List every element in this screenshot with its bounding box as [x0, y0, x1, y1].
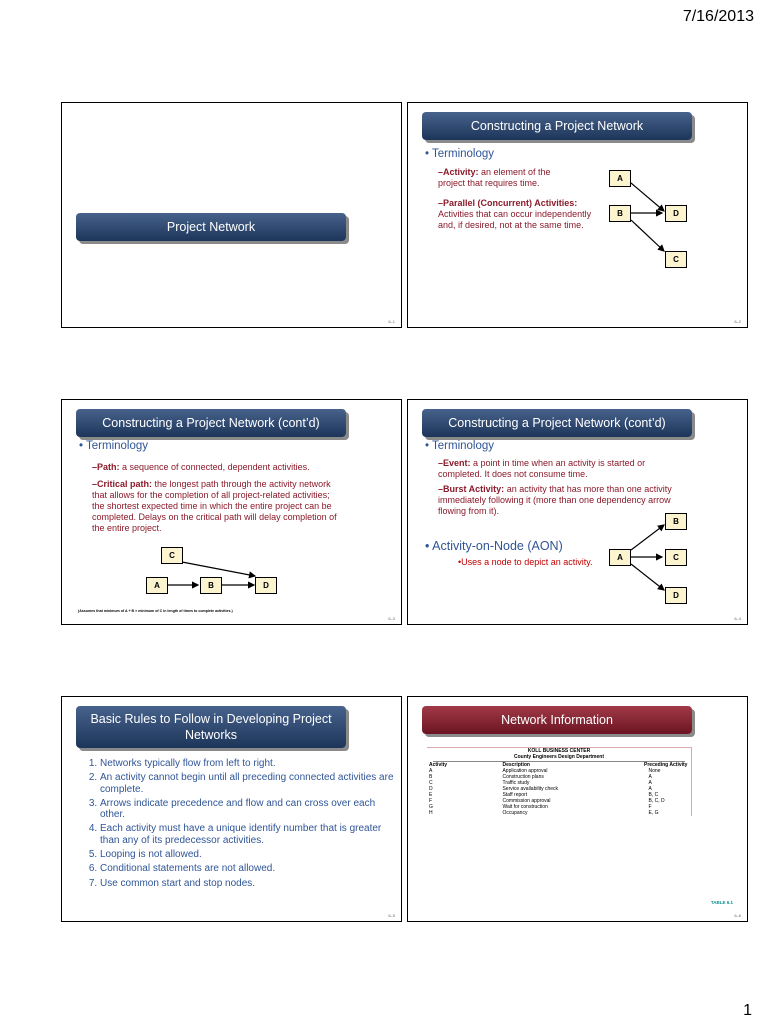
bullet-terminology: • Terminology	[425, 440, 495, 452]
cell-activity: A	[429, 768, 433, 774]
slide-number: 6–1	[388, 319, 395, 324]
rule-item: 7. Use common start and stop nodes.	[100, 878, 401, 889]
slide-title: Project Network	[76, 213, 346, 241]
cell-preceding: A	[648, 780, 652, 786]
slide-2	[407, 102, 748, 328]
cell-activity: G	[429, 804, 433, 810]
term-burst-activity: –Burst Activity:	[438, 484, 505, 494]
bullet-terminology: • Terminology	[79, 440, 149, 452]
arrow-b-c	[631, 220, 664, 251]
col-description: Description	[502, 762, 530, 768]
cell-description: Traffic study	[502, 780, 530, 786]
node-a: A	[609, 170, 631, 187]
cell-description: Wait for construction	[502, 804, 548, 810]
col-activity: Activity	[429, 762, 448, 768]
header-date: 7/16/2013	[682, 8, 754, 25]
def-parallel: Activities that can occur independently and, if desired, not at the same time.	[438, 209, 592, 230]
table-row	[427, 810, 691, 816]
node-a: A	[146, 577, 168, 594]
node-c: C	[665, 251, 687, 268]
slide-6	[407, 696, 748, 922]
def-burst-activity: an activity that has more than one activity immediately following it (more than one dependency arrow flowing from it).	[438, 484, 672, 516]
slide-title: Basic Rules to Follow in Developing Project Networks	[76, 706, 346, 748]
slide-number: 6–6	[734, 913, 741, 918]
node-c: C	[161, 547, 183, 564]
cell-activity: D	[429, 786, 433, 792]
activity-table	[427, 762, 691, 816]
table-caption: TABLE 6.1	[710, 900, 733, 905]
rule-item: 1. Networks typically flow from left to right.	[100, 758, 401, 769]
cell-activity: C	[429, 780, 433, 786]
bullet-aon: • Activity-on-Node (AON)	[425, 539, 563, 553]
slide-number: 6–2	[734, 319, 741, 324]
arrow-c-d	[182, 562, 255, 576]
cell-preceding: None	[648, 768, 661, 774]
rule-item: 2. An activity cannot begin until all preceding connected activities are complete.	[100, 772, 401, 795]
term-activity: –Activity:	[438, 167, 479, 177]
arrow-a-d	[631, 183, 664, 211]
page-number: 1	[743, 1002, 752, 1019]
def-path: a sequence of connected, dependent activities.	[119, 462, 310, 472]
network-arrows	[408, 103, 748, 328]
def-activity: an element of the project that requires time.	[438, 167, 551, 188]
cell-description: Construction plans	[502, 774, 544, 780]
arrow-a-d	[631, 564, 664, 590]
bullet-terminology: • Terminology	[425, 148, 495, 160]
slide-1	[61, 102, 402, 328]
table-body	[427, 768, 691, 816]
cell-description: Staff report	[502, 792, 528, 798]
rule-item: 5. Looping is not allowed.	[100, 849, 401, 860]
cell-activity: B	[429, 774, 433, 780]
node-b: B	[200, 577, 222, 594]
slide-title: Constructing a Project Network (cont’d)	[76, 409, 346, 437]
cell-description: Occupancy	[502, 810, 528, 816]
cell-preceding: B, C, D	[648, 798, 665, 804]
slide-title: Network Information	[422, 706, 692, 734]
cell-preceding: E, G	[648, 810, 659, 816]
table-subtitle: County Engineers Design Department	[433, 754, 685, 762]
slide-number: 6–3	[388, 616, 395, 621]
cell-activity: F	[429, 798, 433, 804]
cell-activity: E	[429, 792, 433, 798]
node-d: D	[255, 577, 277, 594]
slide-3	[61, 399, 402, 625]
term-parallel: –Parallel (Concurrent) Activities:	[438, 198, 578, 208]
node-b: B	[665, 513, 687, 530]
cell-description: Service availability check	[502, 786, 559, 792]
slide-4	[407, 399, 748, 625]
slide-title: Constructing a Project Network (cont’d)	[422, 409, 692, 437]
network-arrows	[62, 400, 402, 625]
cell-preceding: F	[648, 804, 652, 810]
col-preceding: Preceding Activity	[644, 762, 688, 768]
node-d: D	[665, 587, 687, 604]
rules-list	[80, 758, 401, 892]
term-critical-path: –Critical path:	[92, 479, 153, 489]
term-event: –Event:	[438, 458, 471, 468]
rule-item: 3. Arrows indicate precedence and flow and can cross over each other.	[100, 798, 401, 821]
node-a: A	[609, 549, 631, 566]
cell-description: Application approval	[502, 768, 548, 774]
cell-activity: H	[429, 810, 433, 816]
rule-item: 4. Each activity must have a unique identify number that is greater than any of its predecessor activities.	[100, 823, 401, 846]
cell-preceding: B, C	[648, 792, 659, 798]
slide-5	[61, 696, 402, 922]
slide-number: 6–5	[388, 913, 395, 918]
assumption-note: (Assumes that minimum of A + B > minimum of C in length of times to complete activities.)	[78, 609, 233, 613]
cell-description: Commission approval	[502, 798, 551, 804]
def-critical-path: the longest path through the activity network that allows for the completion of all project-related activities; the shortest expected time in which the entire project can be completed. Delays on the critical path will delay completion of the entire project.	[92, 479, 337, 533]
node-c: C	[665, 549, 687, 566]
term-path: –Path:	[92, 462, 120, 472]
cell-preceding: A	[648, 786, 652, 792]
table-title: KOLL BUSINESS CENTER	[527, 748, 591, 754]
arrow-a-b	[631, 525, 664, 550]
node-b: B	[609, 205, 631, 222]
rule-item: 6. Conditional statements are not allowed.	[100, 863, 401, 874]
node-d: D	[665, 205, 687, 222]
cell-preceding: A	[648, 774, 652, 780]
def-event: a point in time when an activity is started or completed. It does not consume time.	[438, 458, 646, 479]
slide-title: Constructing a Project Network	[422, 112, 692, 140]
network-arrows	[408, 400, 748, 625]
aon-description: •Uses a node to depict an activity.	[458, 557, 593, 567]
slide-number: 6–4	[734, 616, 741, 621]
network-information-table	[427, 747, 692, 816]
